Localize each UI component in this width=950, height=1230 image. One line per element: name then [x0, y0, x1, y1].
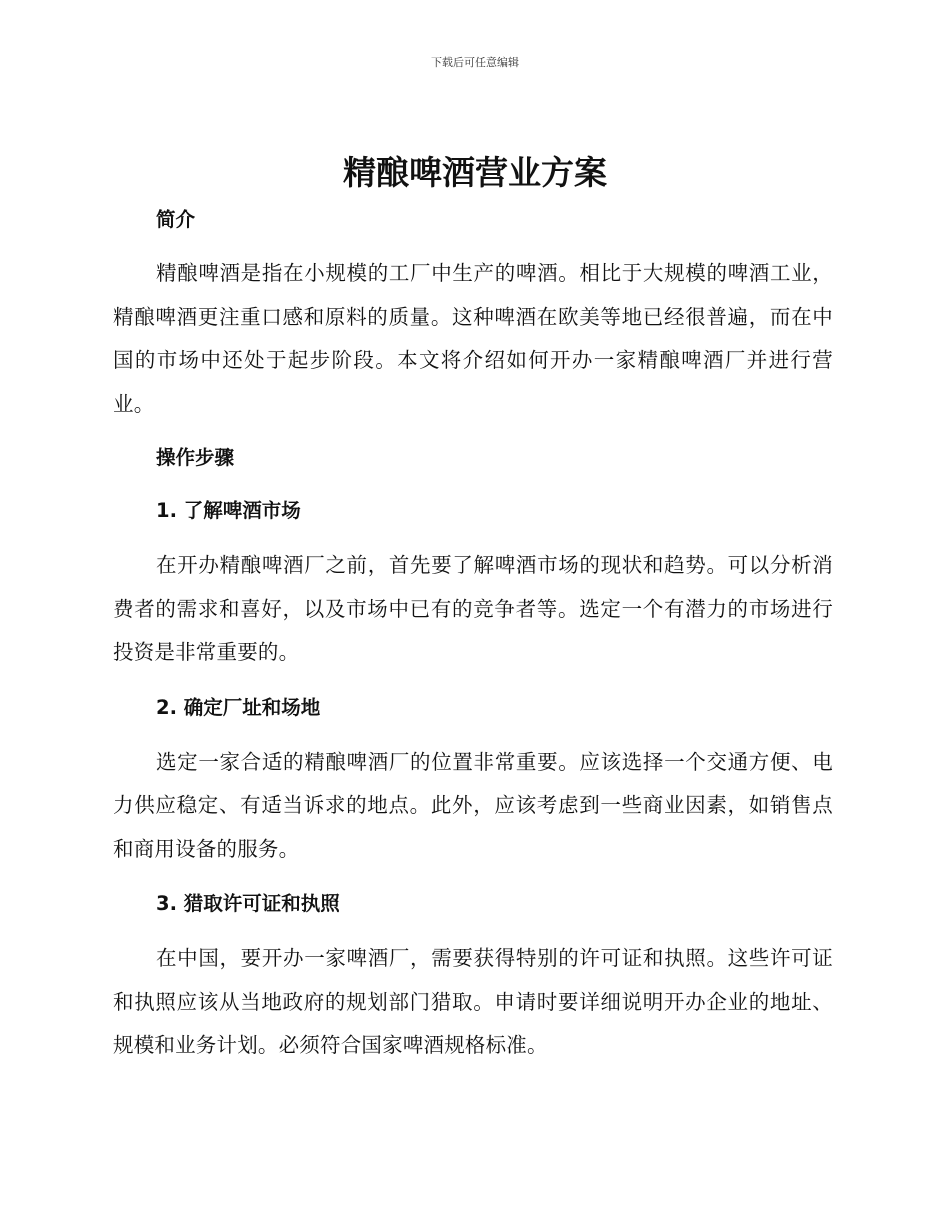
document-title: 精酿啤酒营业方案: [343, 153, 607, 192]
document-body: [113, 200, 833, 1068]
section-heading-steps: 操作步骤: [156, 446, 235, 469]
header-note: 下载后可任意编辑: [431, 56, 519, 69]
step-heading-3: 3. 猎取许可证和执照: [156, 892, 340, 915]
section-paragraph-intro: 精酿啤酒是指在小规模的工厂中生产的啤酒。相比于大规模的啤酒工业，精酿啤酒更注重口感和原料的质量。这种啤酒在欧美等地已经很普遍，而在中国的市场中还处于起步阶段。本文将介绍如何开办一家精酿啤酒厂并进行营业。: [113, 261, 833, 416]
step-heading-2: 2. 确定厂址和场地: [156, 695, 321, 719]
step-heading-1: 1. 了解啤酒市场: [156, 499, 301, 522]
step-paragraph-1: 在开办精酿啤酒厂之前，首先要了解啤酒市场的现状和趋势。可以分析消费者的需求和喜好，以及市场中已有的竞争者等。选定一个有潜力的市场进行投资是非常重要的。: [113, 553, 833, 664]
step-paragraph-2: 选定一家合适的精酿啤酒厂的位置非常重要。应该选择一个交通方便、电力供应稳定、有适当诉求的地点。此外，应该考虑到一些商业因素，如销售点和商用设备的服务。: [113, 749, 833, 861]
step-paragraph-3: 在中国，要开办一家啤酒厂，需要获得特别的许可证和执照。这些许可证和执照应该从当地政府的规划部门猎取。申请时要详细说明开办企业的地址、规模和业务计划。必须符合国家啤酒规格标准。: [113, 946, 833, 1057]
section-heading-intro: 简介: [156, 208, 196, 231]
